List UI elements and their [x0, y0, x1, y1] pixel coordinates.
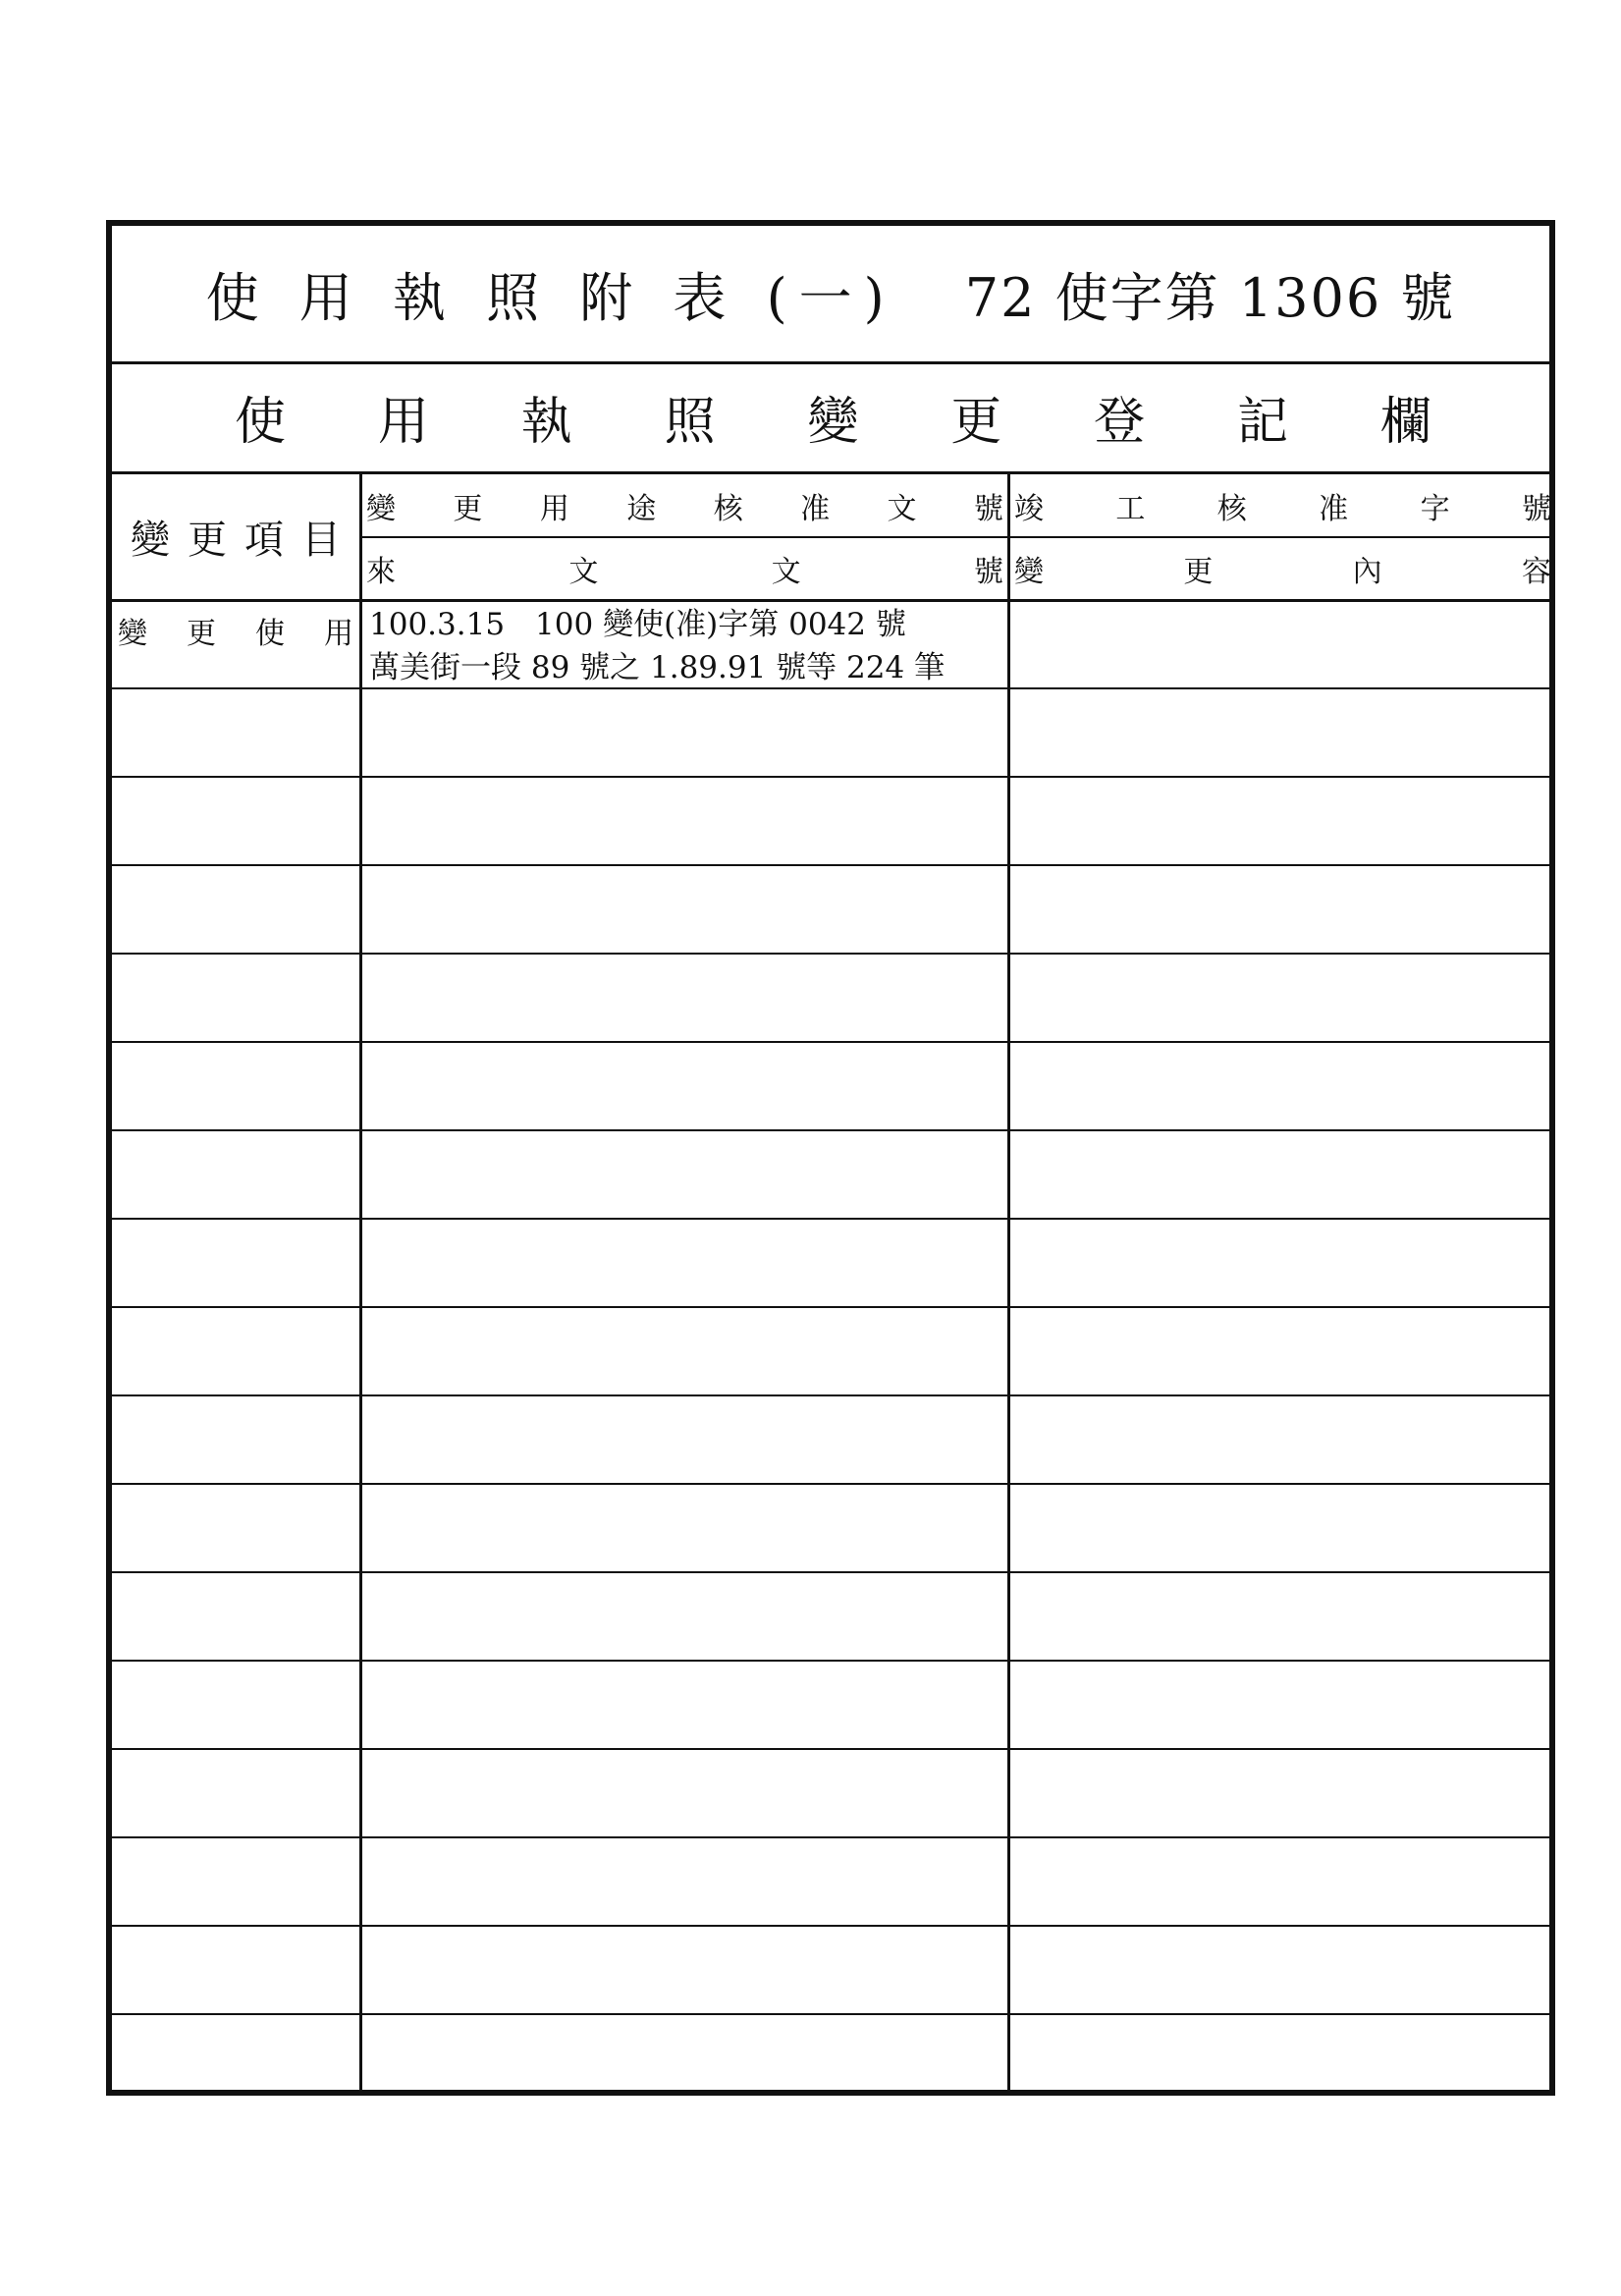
header-char: 途: [626, 491, 657, 526]
entry-line: 100.3.15 100 變使(准)字第 0042 號: [369, 607, 906, 642]
header-char: 文: [568, 555, 599, 589]
header-char: 變: [131, 518, 170, 563]
table-row: [112, 226, 1549, 2015]
section-heading-char: 用: [377, 392, 429, 452]
entry-char: 使: [255, 617, 285, 651]
section-heading-char: 登: [1094, 392, 1146, 452]
header-char: 項: [244, 518, 284, 563]
header-char: 更: [1183, 555, 1214, 589]
license-table: [106, 220, 1555, 2096]
section-heading-char: 執: [520, 392, 572, 452]
header-char: 文: [771, 555, 801, 589]
section-heading-char: 更: [950, 392, 1002, 452]
title-main: 使 用 執 照 附 表 (一): [205, 266, 896, 329]
section-heading-char: 記: [1237, 392, 1289, 452]
entry-char: 用: [324, 617, 353, 651]
header-char: 更: [188, 518, 227, 563]
header-char: 號: [973, 491, 1003, 526]
header-char: 准: [800, 491, 831, 526]
entry-line: 萬美街一段 89 號之 1.89.91 號等 224 筆: [369, 650, 946, 685]
header-char: 內: [1352, 555, 1382, 589]
header-char: 變: [366, 491, 396, 526]
section-heading-char: 變: [807, 392, 859, 452]
header-char: 號: [1521, 491, 1551, 526]
header-char: 核: [1216, 491, 1247, 526]
header-char: 工: [1115, 491, 1146, 526]
header-char: 字: [1420, 491, 1450, 526]
entry-char: 更: [187, 617, 216, 651]
header-char: 來: [366, 555, 396, 589]
header-char: 文: [887, 491, 917, 526]
header-char: 竣: [1014, 491, 1044, 526]
header-char: 容: [1521, 555, 1551, 589]
header-char: 用: [539, 491, 569, 526]
header-char: 目: [301, 518, 341, 563]
header-char: 變: [1014, 555, 1044, 589]
header-char: 核: [713, 491, 743, 526]
header-char: 號: [973, 555, 1003, 589]
entry-char: 變: [118, 617, 147, 651]
section-heading-char: 欄: [1379, 392, 1432, 452]
license-number: 72 使字第 1306 號: [964, 266, 1456, 329]
section-heading-char: 照: [664, 392, 716, 452]
header-char: 准: [1319, 491, 1349, 526]
section-heading-char: 使: [235, 392, 287, 452]
header-char: 更: [453, 491, 483, 526]
